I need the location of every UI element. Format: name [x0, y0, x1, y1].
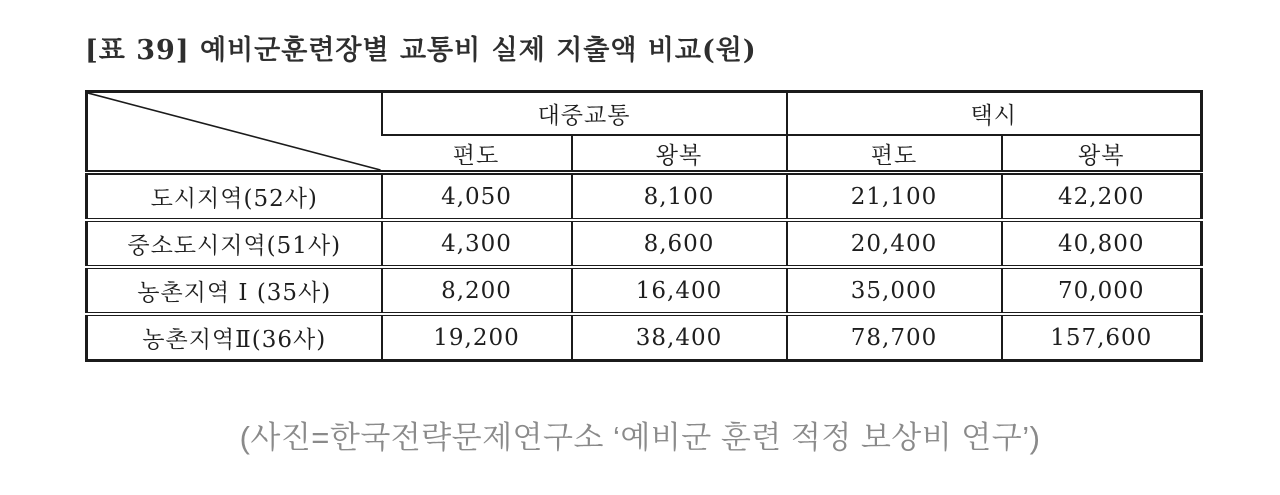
- cell-value: 38,400: [572, 314, 787, 361]
- cell-value: 8,600: [572, 220, 787, 267]
- cell-value: 70,000: [1002, 267, 1202, 314]
- col-header-public-roundtrip: 왕복: [572, 135, 787, 173]
- table-row: [87, 314, 1202, 361]
- cell-value: 35,000: [787, 267, 1002, 314]
- row-label: 농촌지역Ⅱ(36사): [87, 314, 382, 361]
- col-group-public-transit: 대중교통: [382, 92, 787, 136]
- col-header-taxi-oneway: 편도: [787, 135, 1002, 173]
- col-header-public-oneway: 편도: [382, 135, 572, 173]
- page-title: [표 39] 예비군훈련장별 교통비 실제 지출액 비교(원): [85, 35, 757, 66]
- corner-cell: [87, 92, 382, 173]
- cell-value: 40,800: [1002, 220, 1202, 267]
- col-group-taxi: 택시: [787, 92, 1202, 136]
- row-label: 농촌지역 Ⅰ (35사): [87, 267, 382, 314]
- diagonal-line-icon: [88, 93, 381, 170]
- cell-value: 21,100: [787, 173, 1002, 221]
- row-label: 중소도시지역(51사): [87, 220, 382, 267]
- cell-value: 16,400: [572, 267, 787, 314]
- cell-value: 4,300: [382, 220, 572, 267]
- cell-value: 157,600: [1002, 314, 1202, 361]
- table-row: [87, 220, 1202, 267]
- header-row-groups: [87, 92, 1202, 136]
- cell-value: 8,100: [572, 173, 787, 221]
- row-label: 도시지역(52사): [87, 173, 382, 221]
- cell-value: 19,200: [382, 314, 572, 361]
- cell-value: 42,200: [1002, 173, 1202, 221]
- photo-credit-caption: (사진=한국전략문제연구소 ‘예비군 훈련 적정 보상비 연구’): [239, 420, 1041, 455]
- cell-value: 4,050: [382, 173, 572, 221]
- col-header-taxi-roundtrip: 왕복: [1002, 135, 1202, 173]
- table-row: [87, 173, 1202, 221]
- cell-value: 78,700: [787, 314, 1002, 361]
- table-container: [85, 90, 1203, 362]
- cell-value: 8,200: [382, 267, 572, 314]
- transport-cost-table: [85, 90, 1203, 362]
- table-row: [87, 267, 1202, 314]
- cell-value: 20,400: [787, 220, 1002, 267]
